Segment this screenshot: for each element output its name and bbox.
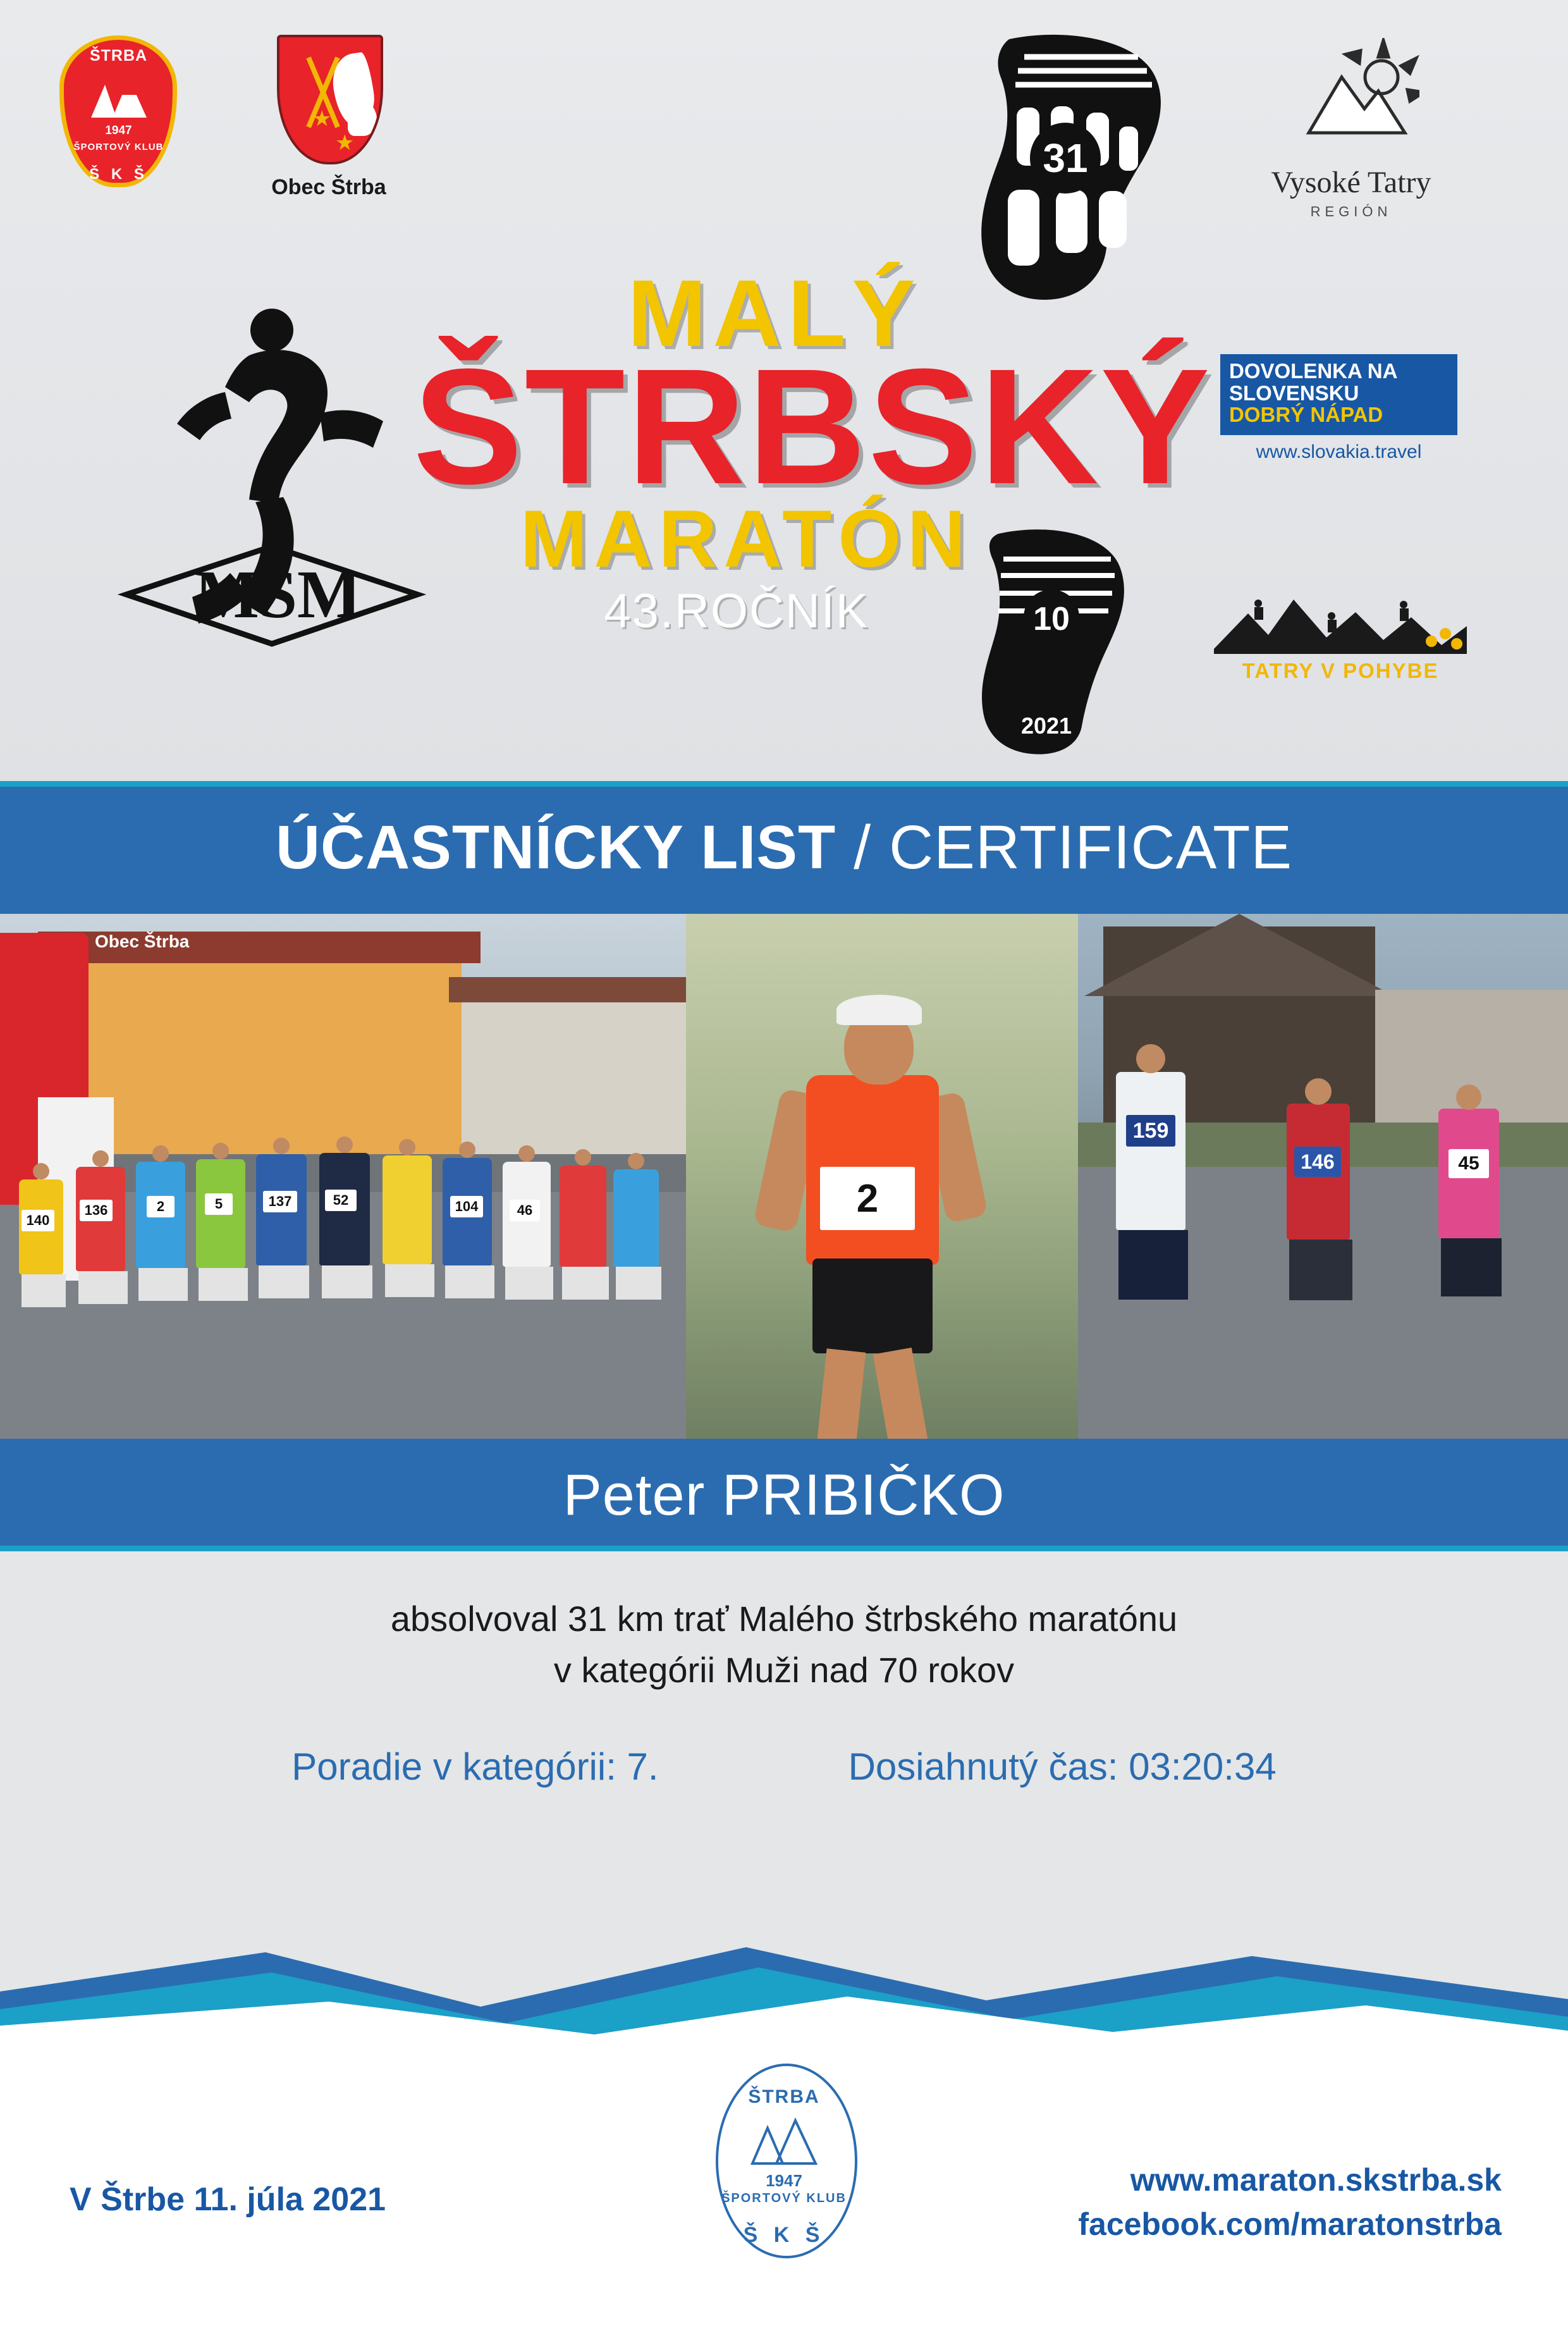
- bib-number: 104: [450, 1196, 483, 1217]
- bib-number: 52: [325, 1190, 357, 1211]
- crest-top-label: ŠTRBA: [89, 47, 148, 65]
- slovakia-travel-url[interactable]: www.slovakia.travel: [1256, 441, 1422, 462]
- vysoke-tatry-title: Vysoké Tatry: [1271, 166, 1431, 199]
- website-link[interactable]: www.maraton.skstrba.sk: [1130, 2162, 1502, 2198]
- mountain-icon: [746, 2115, 822, 2166]
- star-icon-1: ★: [312, 107, 332, 131]
- vysoke-tatry-subtitle: REGIÓN: [1310, 204, 1392, 219]
- wave-divider: [0, 1931, 1568, 2038]
- description-line-2: v kategórii Muži nad 70 rokov: [553, 1650, 1015, 1690]
- photo1-roof-b: [449, 977, 686, 1002]
- mountain-icon: [83, 73, 154, 119]
- obec-strba-label: Obec Štrba: [271, 175, 386, 199]
- bib-number: 140: [21, 1210, 54, 1231]
- certificate-title-sk: ÚČASTNÍCKY LIST: [275, 813, 836, 882]
- vysoke-tatry-logo: [1228, 38, 1474, 240]
- crest-abbr: Š K Š: [89, 166, 148, 183]
- photo2-shorts: [812, 1259, 933, 1353]
- mountain-ridge-icon: [1214, 588, 1467, 658]
- shoe-bottom-number: 10: [1033, 601, 1070, 637]
- certificate-title-separator: /: [836, 813, 890, 882]
- title-line-strbsky: ŠTRBSKÝ: [413, 335, 1212, 519]
- bib-number: 46: [510, 1200, 540, 1221]
- tatry-sun-mountain-icon: [1283, 38, 1419, 161]
- tatry-v-pohybe-logo: [1214, 588, 1467, 683]
- certificate-title: [276, 812, 1292, 883]
- bib-number: 5: [205, 1193, 233, 1215]
- bib-number: 2: [820, 1167, 915, 1230]
- cyan-strip-top: [0, 781, 1568, 787]
- bib-number: 45: [1449, 1149, 1489, 1178]
- bib-number: 2: [147, 1196, 175, 1217]
- photo-strip: [0, 914, 1568, 1439]
- photo-race-start: [0, 914, 686, 1439]
- runner-figure: [1116, 1072, 1185, 1230]
- footer-logo-top-label: ŠTRBA: [748, 2086, 820, 2107]
- participant-name-bar: [0, 1439, 1568, 1551]
- svg-text:MŠM: MŠM: [195, 557, 362, 632]
- tatry-v-pohybe-label: TATRY V POHYBE: [1242, 659, 1439, 682]
- crest-club-label: ŠPORTOVÝ KLUB: [73, 142, 164, 152]
- runner-figure: [613, 1169, 659, 1267]
- photo-solo-runner: [686, 914, 1078, 1439]
- poster-footer: [0, 2038, 1568, 2345]
- sks-club-crest: [51, 30, 187, 198]
- photo2-cap: [836, 995, 922, 1025]
- slovakia-travel-line1: DOVOLENKA NA: [1229, 359, 1398, 383]
- shoe-top-number: 31: [1043, 135, 1088, 181]
- footer-logo-abbr: Š K Š: [743, 2223, 825, 2247]
- cyan-strip-bottom: [0, 1546, 1568, 1551]
- title-line-rocnik: 43.ROČNÍK: [604, 584, 869, 638]
- slovakia-travel-line2: SLOVENSKU: [1229, 381, 1359, 405]
- slovakia-travel-line3: DOBRÝ NÁPAD: [1229, 403, 1383, 427]
- slovakia-travel-box: [1220, 354, 1457, 435]
- certificate-body: [0, 1551, 1568, 1931]
- bib-number: 146: [1294, 1147, 1341, 1177]
- photo1-caption: Obec Štrba: [95, 932, 190, 951]
- bib-number: 137: [263, 1191, 297, 1212]
- photo-three-runners: [1078, 914, 1568, 1439]
- obec-shield-shape: [277, 35, 383, 164]
- certificate-title-en: CERTIFICATE: [889, 813, 1293, 882]
- facebook-link[interactable]: facebook.com/maratonstrba: [1078, 2207, 1502, 2242]
- shoe-bottom-year: 2021: [1020, 713, 1072, 739]
- certificate-title-bar: [0, 781, 1568, 914]
- footer-logo-club: ŠPORTOVÝ KLUB: [721, 2191, 847, 2205]
- title-line-maly: MALÝ: [627, 260, 922, 366]
- contact-links: [1078, 2162, 1502, 2243]
- obec-strba-crest: [253, 35, 405, 218]
- category-rank: Poradie v kategórii: 7.: [291, 1745, 659, 1788]
- runner-figure: [560, 1166, 606, 1267]
- star-icon-2: ★: [335, 131, 355, 155]
- photo1-building-b: [462, 996, 686, 1154]
- poster-header: [0, 0, 1568, 781]
- finish-time: Dosiahnutý čas: 03:20:34: [848, 1745, 1277, 1788]
- photo1-building-a: [57, 952, 462, 1154]
- slovakia-travel-badge[interactable]: [1220, 354, 1457, 463]
- footer-logo-year: 1947: [766, 2171, 802, 2190]
- participant-name: Peter PRIBIČKO: [563, 1462, 1005, 1527]
- bib-number: 136: [80, 1200, 113, 1221]
- bib-number: 159: [1126, 1115, 1175, 1147]
- poster-title-block: [392, 260, 1233, 639]
- result-stats: [0, 1745, 1568, 1788]
- footer-sks-logo: [689, 2064, 879, 2310]
- title-line-maraton: MARATÓN: [520, 494, 972, 584]
- crest-year: 1947: [105, 124, 132, 137]
- achievement-description: [0, 1551, 1568, 1696]
- issue-date: V Štrbe 11. júla 2021: [70, 2181, 386, 2218]
- description-line-1: absolvoval 31 km trať Malého štrbského maratónu: [390, 1599, 1178, 1639]
- runner-figure: [383, 1155, 432, 1264]
- shoe-print-top-icon: [929, 32, 1182, 304]
